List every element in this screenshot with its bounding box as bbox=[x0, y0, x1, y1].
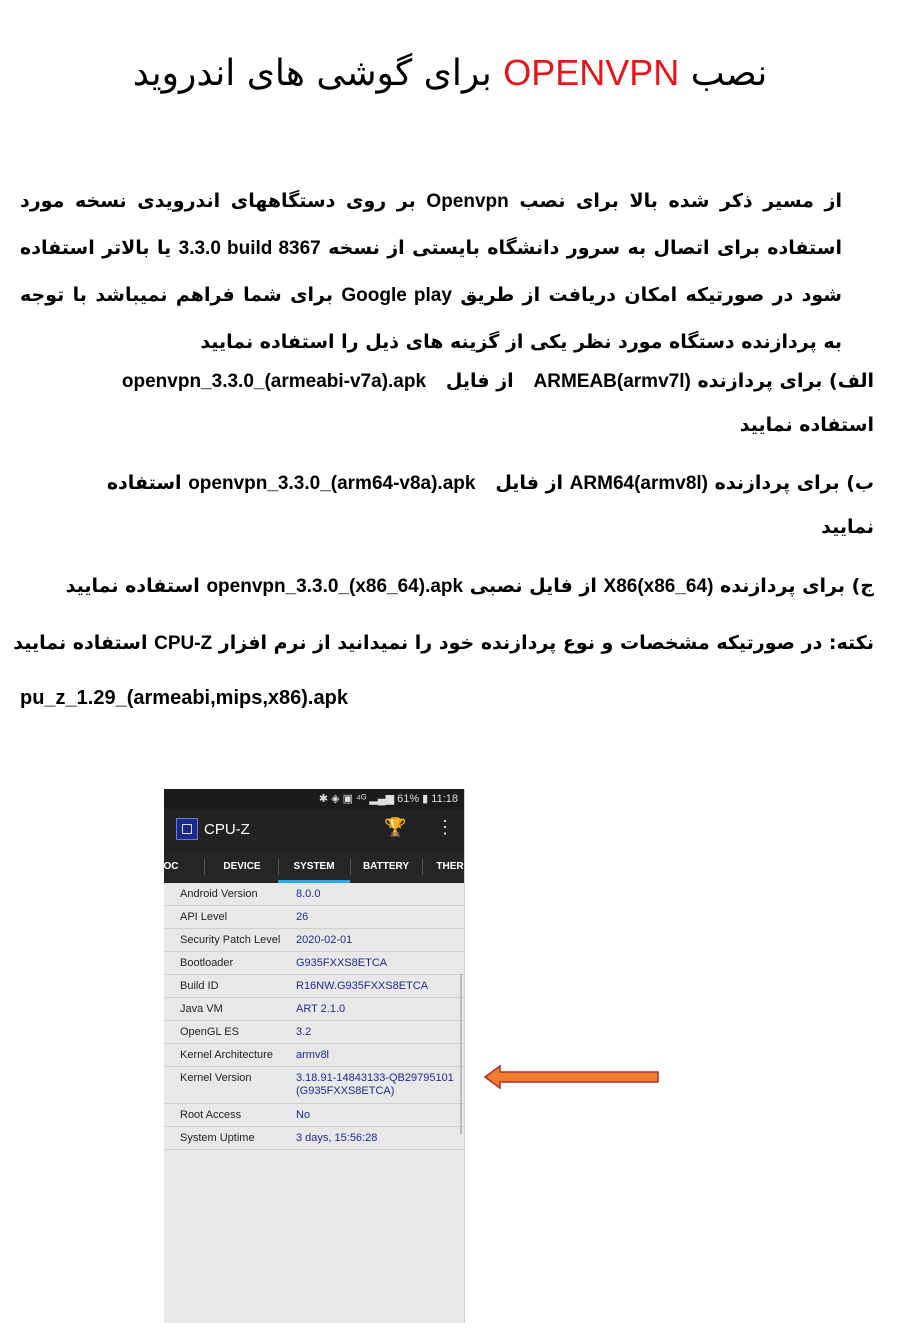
cpuz-screenshot bbox=[164, 789, 465, 1323]
list-item: API Level 26 bbox=[164, 906, 464, 929]
cpuz-filename: pu_z_1.29_(armeabi,mips,x86).apk bbox=[20, 687, 348, 709]
title-accent: OPENVPN bbox=[503, 52, 680, 93]
option-jim: ج) برای پردازنده X86(x86_64) از فایل نصبی openvpn_3.3.0_(x86_64).apk استفاده نمایید bbox=[65, 575, 874, 597]
intro-paragraph: از مسیر ذکر شده بالا برای نصب Openvpn بر روی دستگاههای اندرویدی نسخه مورد استفاده برای اتصال به سرور دانشگاه بایستی از نسخه 3.3.0 build 8367 یا بالاتر استفاده شود در صورتیکه امکان دریافت از طریق Google play برای شما فراهم نمیباشد با توجه به پردازنده دستگاه مورد نظر یکی از گزینه های ذیل را استفاده نمایید bbox=[20, 190, 842, 353]
list-item: Root Access No bbox=[164, 1104, 464, 1127]
tab-bar bbox=[164, 851, 464, 883]
system-info-list bbox=[164, 883, 464, 1150]
more-vert-icon[interactable]: ⋮ bbox=[436, 817, 454, 837]
list-item: Android Version 8.0.0 bbox=[164, 883, 464, 906]
list-item: Java VM ART 2.1.0 bbox=[164, 998, 464, 1021]
tab-device[interactable]: DEVICE bbox=[223, 861, 261, 872]
option-alef-cont: استفاده نمایید bbox=[739, 414, 874, 436]
option-be: ب) برای پردازنده ARM64(armv8l) از فایل openvpn_3.3.0_(arm64-v8a).apk استفاده bbox=[106, 472, 874, 494]
option-be-cont: نمایید bbox=[821, 516, 874, 538]
tab-battery[interactable]: BATTERY bbox=[362, 861, 410, 872]
list-item: Kernel Version 3.18.91-14843133-QB29795101 (G935FXXS8ETCA) bbox=[164, 1067, 464, 1104]
list-item: System Uptime 3 days, 15:56:28 bbox=[164, 1127, 464, 1150]
note: نکته: در صورتیکه مشخصات و نوع پردازنده خود را نمیدانید از نرم افزار CPU-Z استفاده نمایید bbox=[13, 632, 874, 654]
tab-soc[interactable]: OC bbox=[164, 861, 179, 872]
page-title: نصب OPENVPN برای گوشی های اندروید bbox=[132, 52, 768, 94]
tab-thermal[interactable]: THER bbox=[436, 861, 464, 872]
tab-system[interactable]: SYSTEM bbox=[278, 851, 350, 883]
option-alef: الف) برای پردازنده ARMEAB(armv7l) از فایل openvpn_3.3.0_(armeabi-v7a).apk bbox=[121, 370, 874, 392]
app-title: CPU-Z bbox=[204, 821, 250, 838]
cpuz-app-icon bbox=[176, 818, 198, 840]
app-bar bbox=[164, 809, 464, 851]
list-item: Build ID R16NW.G935FXXS8ETCA bbox=[164, 975, 464, 998]
arrow-left-icon bbox=[484, 1064, 662, 1090]
list-item: Bootloader G935FXXS8ETCA bbox=[164, 952, 464, 975]
list-item: Security Patch Level 2020-02-01 bbox=[164, 929, 464, 952]
list-item: OpenGL ES 3.2 bbox=[164, 1021, 464, 1044]
scrollbar[interactable] bbox=[460, 974, 462, 1134]
status-bar: ✱ ◈ ▣ ⁴ᴳ ▂▄▆ 61% ▮ 11:18 bbox=[164, 789, 464, 809]
list-item: Kernel Architecture armv8l bbox=[164, 1044, 464, 1067]
trophy-icon[interactable]: 🏆 bbox=[384, 817, 407, 837]
